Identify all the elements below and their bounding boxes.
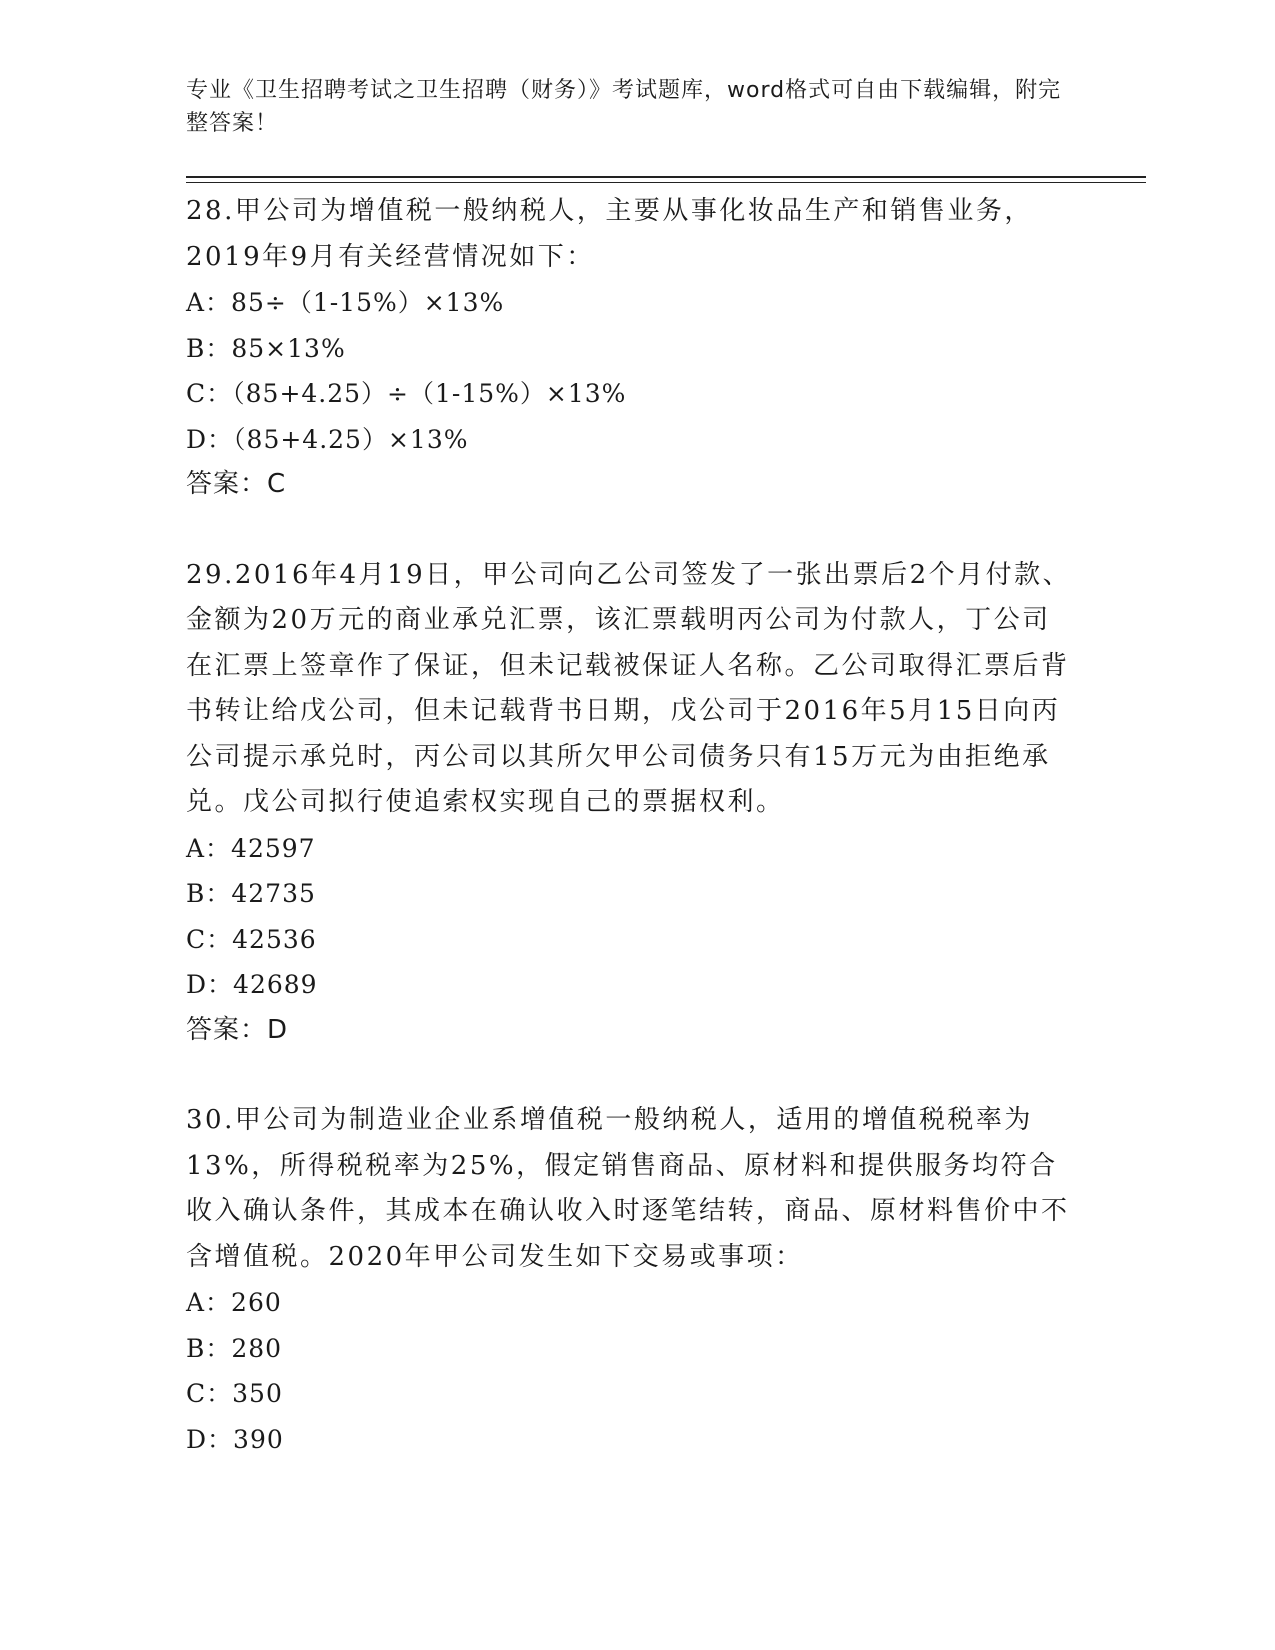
option-c: C：350 [186,1379,283,1408]
header-rule-thick [186,176,1146,178]
option-a: A：85÷（1-15%）×13% [186,288,505,317]
option-d: D：42689 [186,970,318,999]
answer-line: 答案：D [186,1014,289,1045]
question-stem: 29.2016年4月19日，甲公司向乙公司签发了一张出票后2个月付款、金额为20万元的商业承兑汇票，该汇票载明丙公司为付款人，丁公司在汇票上签章作了保证，但未记载被保证人名称。乙公司取得汇票后背书转让给戊公司，但未记载背书日期，戊公司于2016年5月15日向丙公司提示承兑时，丙公司以其所欠甲公司债务只有15万元为由拒绝承兑。戊公司拟行使追索权实现自己的票据权利。 [186,559,1072,817]
question-29 [186,553,1076,1054]
question-28 [186,189,1076,508]
option-d: D：（85+4.25）×13% [186,424,469,454]
document-header: 专业《卫生招聘考试之卫生招聘（财务）》考试题库，word格式可自由下载编辑，附完整答案！ [186,78,1062,136]
header-rule-thin [186,182,1146,183]
question-stem: 28.甲公司为增值税一般纳税人，主要从事化妆品生产和销售业务，2019年9月有关经营情况如下： [186,196,1033,272]
question-list [186,189,1076,1507]
option-b: B：85×13% [186,333,346,363]
option-b: B：280 [186,1333,283,1363]
option-d: D：390 [186,1424,284,1454]
answer-line: 答案：C [186,469,287,499]
option-c: C：（85+4.25）÷（1-15%）×13% [186,379,627,408]
option-b: B：42735 [186,879,316,908]
question-30 [186,1098,1076,1462]
option-c: C：42536 [186,924,317,954]
question-stem: 30.甲公司为制造业企业系增值税一般纳税人，适用的增值税税率为13%，所得税税率为25%，假定销售商品、原材料和提供服务均符合收入确认条件，其成本在确认收入时逐笔结转，商品、原材料售价中不含增值税。2020年甲公司发生如下交易或事项： [186,1105,1070,1272]
option-a: A：260 [186,1288,282,1317]
option-a: A：42597 [186,833,316,863]
